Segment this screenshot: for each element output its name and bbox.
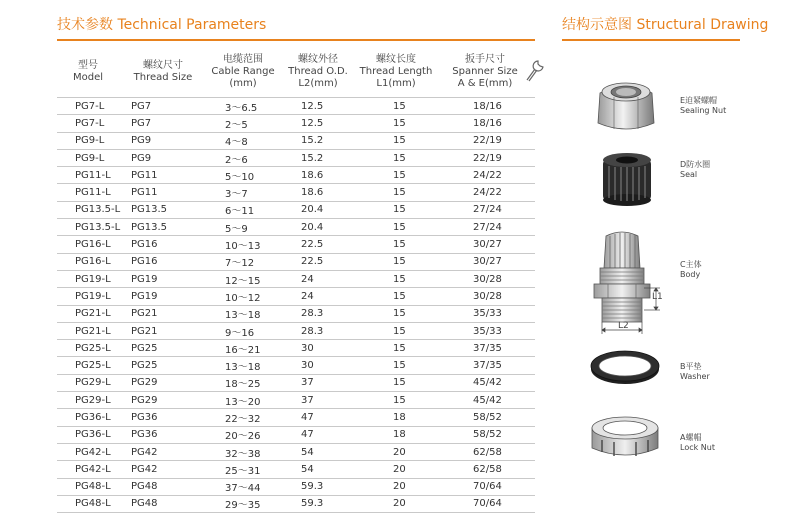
table-row <box>57 288 535 305</box>
cell-thread-length: 15 <box>357 357 435 374</box>
cell-cable-range: 7～12 <box>207 253 279 270</box>
cell-thread-size: PG29 <box>119 392 207 409</box>
cell-thread-size: PG11 <box>119 184 207 201</box>
cell-thread-length: 15 <box>357 115 435 132</box>
table-row <box>57 340 535 357</box>
cell-spanner-size: 37/35 <box>435 340 535 357</box>
structural-drawing-title: 结构示意图 Structural Drawing <box>562 17 769 33</box>
cell-thread-size: PG11 <box>119 167 207 184</box>
cell-thread-od: 12.5 <box>279 115 357 132</box>
cell-thread-size: PG21 <box>119 305 207 322</box>
cell-model: PG42-L <box>57 443 119 460</box>
cell-thread-od: 20.4 <box>279 219 357 236</box>
cell-model: PG9-L <box>57 132 119 149</box>
cell-thread-length: 15 <box>357 322 435 339</box>
cell-thread-size: PG48 <box>119 495 207 512</box>
cell-cable-range: 3～6.5 <box>207 98 279 115</box>
table-row <box>57 115 535 132</box>
cell-thread-length: 15 <box>357 219 435 236</box>
cell-thread-size: PG42 <box>119 443 207 460</box>
cell-thread-od: 18.6 <box>279 184 357 201</box>
cell-thread-od: 47 <box>279 426 357 443</box>
cell-thread-od: 12.5 <box>279 98 357 115</box>
cell-thread-length: 15 <box>357 253 435 270</box>
cell-thread-size: PG21 <box>119 322 207 339</box>
sealing-nut-drawing <box>590 75 662 135</box>
table-row <box>57 392 535 409</box>
table-row <box>57 322 535 339</box>
header-thread-od: 螺纹外径 Thread O.D. L2(mm) <box>288 53 348 89</box>
cell-cable-range: 13～18 <box>207 357 279 374</box>
cell-cable-range: 29～35 <box>207 495 279 512</box>
cell-thread-length: 20 <box>357 443 435 460</box>
table-row <box>57 374 535 391</box>
cell-thread-length: 15 <box>357 132 435 149</box>
cell-thread-length: 15 <box>357 149 435 166</box>
cell-thread-length: 15 <box>357 167 435 184</box>
cell-thread-size: PG9 <box>119 149 207 166</box>
cell-cable-range: 20～26 <box>207 426 279 443</box>
cell-spanner-size: 45/42 <box>435 374 535 391</box>
seal-drawing <box>597 150 657 208</box>
cell-cable-range: 37～44 <box>207 478 279 495</box>
cell-spanner-size: 58/52 <box>435 409 535 426</box>
cell-thread-od: 54 <box>279 443 357 460</box>
cell-model: PG19-L <box>57 270 119 287</box>
cell-model: PG25-L <box>57 340 119 357</box>
part-label-lock-nut: A螺帽 Lock Nut <box>680 433 715 452</box>
cell-cable-range: 10～13 <box>207 236 279 253</box>
cell-spanner-size: 24/22 <box>435 184 535 201</box>
cell-spanner-size: 30/28 <box>435 288 535 305</box>
cell-thread-length: 20 <box>357 495 435 512</box>
cell-model: PG25-L <box>57 357 119 374</box>
table-row <box>57 219 535 236</box>
header-model: 型号 Model <box>72 59 104 83</box>
cell-cable-range: 18～25 <box>207 374 279 391</box>
cell-spanner-size: 22/19 <box>435 132 535 149</box>
title-underline-left <box>57 39 535 41</box>
cell-model: PG7-L <box>57 115 119 132</box>
header-spanner-size: 扳手尺寸 Spanner Size A & E(mm) <box>452 53 518 89</box>
cell-thread-size: PG36 <box>119 409 207 426</box>
table-row <box>57 184 535 201</box>
cell-cable-range: 12～15 <box>207 270 279 287</box>
parameters-table <box>57 46 535 513</box>
cell-spanner-size: 70/64 <box>435 495 535 512</box>
cell-model: PG16-L <box>57 253 119 270</box>
cell-thread-size: PG19 <box>119 288 207 305</box>
cell-thread-size: PG25 <box>119 340 207 357</box>
cell-cable-range: 6～11 <box>207 201 279 218</box>
cell-thread-length: 20 <box>357 478 435 495</box>
cell-thread-length: 15 <box>357 288 435 305</box>
table-row <box>57 426 535 443</box>
cell-spanner-size: 62/58 <box>435 461 535 478</box>
table-row <box>57 357 535 374</box>
cell-thread-length: 15 <box>357 201 435 218</box>
cell-cable-range: 13～18 <box>207 305 279 322</box>
table-row <box>57 443 535 460</box>
cell-model: PG13.5-L <box>57 219 119 236</box>
cell-cable-range: 10～12 <box>207 288 279 305</box>
cell-model: PG48-L <box>57 478 119 495</box>
table-row <box>57 167 535 184</box>
table-row <box>57 495 535 512</box>
cell-thread-length: 18 <box>357 426 435 443</box>
table-row <box>57 253 535 270</box>
cell-model: PG19-L <box>57 288 119 305</box>
table-row <box>57 98 535 115</box>
cell-thread-length: 15 <box>357 236 435 253</box>
cell-thread-size: PG29 <box>119 374 207 391</box>
part-label-body: C主体 Body <box>680 260 702 279</box>
table-row <box>57 201 535 218</box>
cell-model: PG9-L <box>57 149 119 166</box>
table-row <box>57 236 535 253</box>
cell-thread-od: 28.3 <box>279 322 357 339</box>
cell-thread-size: PG19 <box>119 270 207 287</box>
cell-thread-length: 15 <box>357 184 435 201</box>
table-row <box>57 478 535 495</box>
cell-model: PG11-L <box>57 167 119 184</box>
table-row <box>57 305 535 322</box>
part-label-seal: D防水圈 Seal <box>680 160 711 179</box>
cell-model: PG29-L <box>57 392 119 409</box>
cell-thread-od: 59.3 <box>279 478 357 495</box>
cell-spanner-size: 27/24 <box>435 201 535 218</box>
cell-spanner-size: 35/33 <box>435 322 535 339</box>
cell-thread-od: 54 <box>279 461 357 478</box>
cell-thread-od: 22.5 <box>279 236 357 253</box>
cell-spanner-size: 30/28 <box>435 270 535 287</box>
cell-cable-range: 2～5 <box>207 115 279 132</box>
cell-model: PG36-L <box>57 426 119 443</box>
dimension-l1-label: L1 <box>652 292 663 302</box>
cell-thread-size: PG25 <box>119 357 207 374</box>
cell-thread-size: PG9 <box>119 132 207 149</box>
cell-thread-od: 59.3 <box>279 495 357 512</box>
cell-model: PG16-L <box>57 236 119 253</box>
cell-cable-range: 3～7 <box>207 184 279 201</box>
cell-spanner-size: 58/52 <box>435 426 535 443</box>
part-label-sealing-nut: E迫紧螺帽 Sealing Nut <box>680 96 727 115</box>
cell-thread-od: 24 <box>279 288 357 305</box>
cell-thread-size: PG48 <box>119 478 207 495</box>
cell-spanner-size: 24/22 <box>435 167 535 184</box>
cell-spanner-size: 70/64 <box>435 478 535 495</box>
cell-thread-size: PG16 <box>119 253 207 270</box>
cell-thread-od: 37 <box>279 374 357 391</box>
cell-thread-od: 20.4 <box>279 201 357 218</box>
table-row <box>57 270 535 287</box>
cell-thread-od: 18.6 <box>279 167 357 184</box>
cell-thread-length: 15 <box>357 374 435 391</box>
cell-thread-length: 15 <box>357 340 435 357</box>
cell-thread-size: PG42 <box>119 461 207 478</box>
cell-model: PG29-L <box>57 374 119 391</box>
table-row <box>57 132 535 149</box>
cell-thread-od: 24 <box>279 270 357 287</box>
body-drawing <box>584 222 676 338</box>
washer-drawing <box>588 348 662 386</box>
cell-thread-od: 47 <box>279 409 357 426</box>
cell-spanner-size: 22/19 <box>435 149 535 166</box>
cell-spanner-size: 30/27 <box>435 236 535 253</box>
cell-thread-od: 22.5 <box>279 253 357 270</box>
cell-thread-size: PG7 <box>119 98 207 115</box>
cell-model: PG11-L <box>57 184 119 201</box>
table-header-row <box>57 46 535 98</box>
technical-parameters-title: 技术参数 Technical Parameters <box>57 17 267 33</box>
lock-nut-drawing <box>586 408 664 464</box>
cell-thread-length: 15 <box>357 392 435 409</box>
wrench-icon <box>524 58 546 84</box>
part-label-washer: B平垫 Washer <box>680 362 710 381</box>
title-underline-right <box>562 39 740 41</box>
cell-thread-size: PG7 <box>119 115 207 132</box>
cell-model: PG13.5-L <box>57 201 119 218</box>
cell-model: PG48-L <box>57 495 119 512</box>
cell-spanner-size: 30/27 <box>435 253 535 270</box>
cell-cable-range: 5～10 <box>207 167 279 184</box>
cell-thread-size: PG13.5 <box>119 219 207 236</box>
cell-spanner-size: 62/58 <box>435 443 535 460</box>
header-thread-length: 螺纹长度 Thread Length L1(mm) <box>359 53 433 89</box>
header-thread-size: 螺纹尺寸 Thread Size <box>133 59 193 83</box>
cell-thread-length: 18 <box>357 409 435 426</box>
table-row <box>57 149 535 166</box>
cell-thread-length: 15 <box>357 270 435 287</box>
cell-thread-od: 28.3 <box>279 305 357 322</box>
cell-spanner-size: 18/16 <box>435 98 535 115</box>
cell-thread-size: PG13.5 <box>119 201 207 218</box>
cell-spanner-size: 35/33 <box>435 305 535 322</box>
cell-thread-od: 15.2 <box>279 132 357 149</box>
cell-cable-range: 25～31 <box>207 461 279 478</box>
cell-cable-range: 9～16 <box>207 322 279 339</box>
cell-model: PG42-L <box>57 461 119 478</box>
cell-thread-length: 15 <box>357 98 435 115</box>
cell-spanner-size: 27/24 <box>435 219 535 236</box>
cell-model: PG21-L <box>57 305 119 322</box>
cell-cable-range: 13～20 <box>207 392 279 409</box>
cell-spanner-size: 18/16 <box>435 115 535 132</box>
cell-model: PG21-L <box>57 322 119 339</box>
cell-thread-od: 30 <box>279 357 357 374</box>
cell-spanner-size: 37/35 <box>435 357 535 374</box>
cell-thread-length: 15 <box>357 305 435 322</box>
table-row <box>57 409 535 426</box>
cell-thread-size: PG16 <box>119 236 207 253</box>
cell-thread-size: PG36 <box>119 426 207 443</box>
dimension-l2-label: L2 <box>618 321 629 331</box>
cell-cable-range: 22～32 <box>207 409 279 426</box>
cell-cable-range: 32～38 <box>207 443 279 460</box>
cell-cable-range: 2～6 <box>207 149 279 166</box>
cell-thread-od: 37 <box>279 392 357 409</box>
cell-spanner-size: 45/42 <box>435 392 535 409</box>
table-row <box>57 461 535 478</box>
cell-model: PG36-L <box>57 409 119 426</box>
cell-model: PG7-L <box>57 98 119 115</box>
cell-cable-range: 16～21 <box>207 340 279 357</box>
cell-cable-range: 4～8 <box>207 132 279 149</box>
cell-cable-range: 5～9 <box>207 219 279 236</box>
cell-thread-od: 30 <box>279 340 357 357</box>
cell-thread-length: 20 <box>357 461 435 478</box>
header-cable-range: 电缆范围 Cable Range (mm) <box>211 53 275 89</box>
cell-thread-od: 15.2 <box>279 149 357 166</box>
